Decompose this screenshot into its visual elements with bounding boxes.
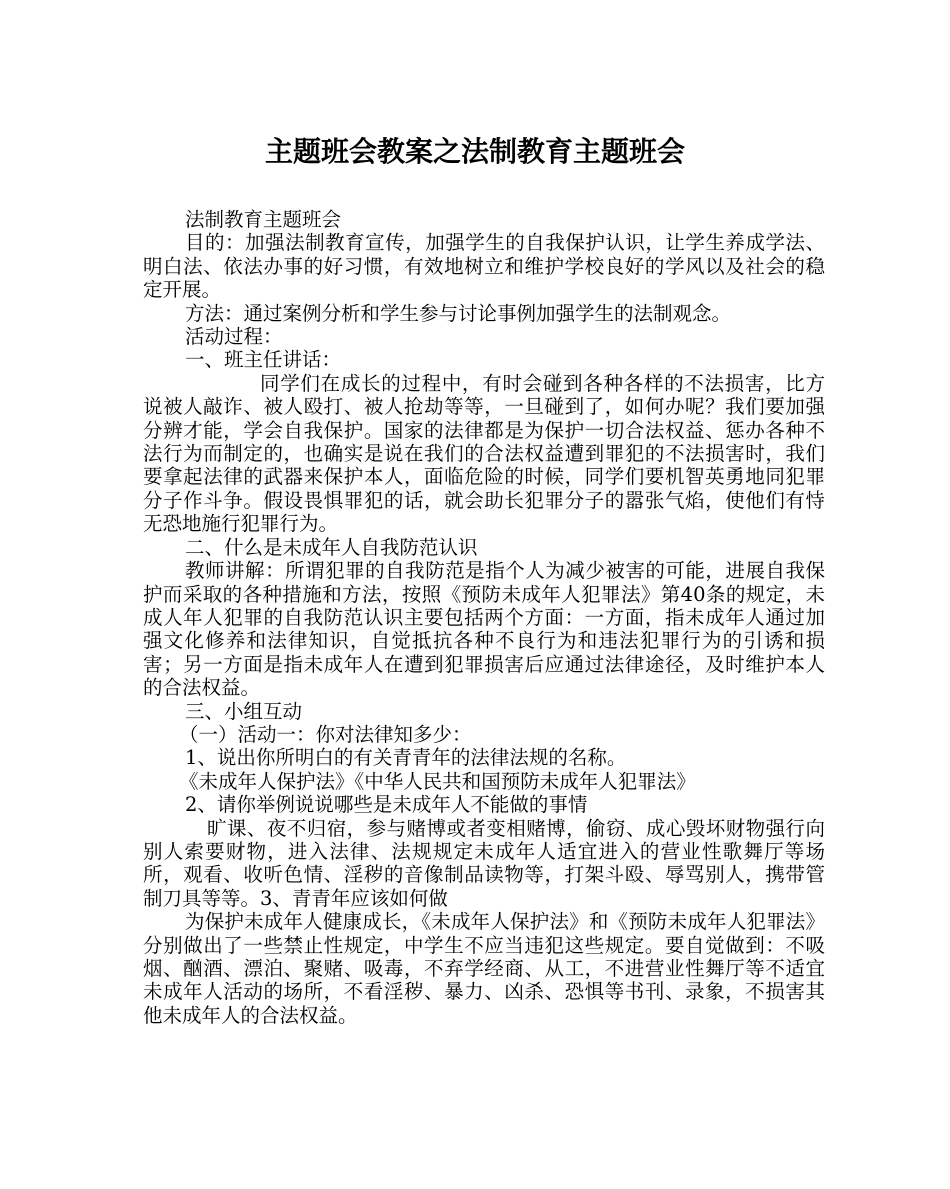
heading-activity-1: （一）活动一：你对法律知多少： <box>179 722 472 746</box>
heading-part-1: 一、班主任讲话： <box>185 348 342 372</box>
paragraph-explanation: 教师讲解：所谓犯罪的自我防范是指个人为减少被害的可能，进展自我保护而采取的各种措施和方法，按照《预防未成年人犯罪法》第40条的规定，未成人年人犯罪的自我防范认识主要包括两个方面：一方面，指未成年人通过加强文化修养和法律知识，自觉抵抗各种不良行为和违法犯罪行为的引诱和损害；另一方面是指未成年人在遭到犯罪损害后应通过法律途径，及时维护本人的合法权益。 <box>143 559 825 700</box>
section-heading: 法制教育主题班会 <box>185 208 342 231</box>
question-2: 2、请你举例说说哪些是未成年人不能做的事情 <box>185 793 588 817</box>
heading-part-2: 二、什么是未成年人自我防范认识 <box>185 535 478 559</box>
paragraph-method: 方法：通过案例分析和学生参与讨论事例加强学生的法制观念。 <box>185 301 732 325</box>
heading-part-3: 三、小组互动 <box>185 699 303 723</box>
paragraph-purpose: 目的：加强法制教育宣传，加强学生的自我保护认识，让学生养成学法、明白法、依法办事的好习惯，有效地树立和维护学校良好的学风以及社会的稳定开展。 <box>143 231 825 302</box>
answer-1: 《未成年人保护法》《中华人民共和国预防未成年人犯罪法》 <box>179 769 696 793</box>
document-title: 主题班会教案之法制教育主题班会 <box>264 135 685 168</box>
document-body <box>143 208 825 1027</box>
question-1: 1、说出你所明白的有关青青年的法律法规的名称。 <box>185 746 627 770</box>
paragraph-process: 活动过程： <box>185 325 283 349</box>
paragraph-teacher-talk: 同学们在成长的过程中，有时会碰到各种各样的不法损害，比方说被人敲诈、被人殴打、被人抢劫等等，一旦碰到了，如何办呢？我们要加强分辨才能，学会自我保护。国家的法律都是为保护一切合法权益、惩办各种不法行为而制定的，也确实是说在我们的合法权益遭到罪犯的不法损害时，我们要拿起法律的武器来保护本人，面临危险的时候，同学们要机智英勇地同犯罪分子作斗争。假设畏惧罪犯的话，就会助长犯罪分子的嚣张气焰，使他们有恃无恐地施行犯罪行为。 <box>143 371 825 536</box>
paragraph-guidance: 为保护未成年人健康成长，《未成年人保护法》和《预防未成年人犯罪法》分别做出了一些禁止性规定，中学生不应当违犯这些规定。要自觉做到：不吸烟、酗酒、漂泊、聚赌、吸毒，不弃学经商、从工，不进营业性舞厅等不适宜未成年人活动的场所，不看淫秽、暴力、凶杀、恐惧等书刊、录象，不损害其他未成年人的合法权益。 <box>143 910 825 1027</box>
answer-2: 旷课、夜不归宿，参与赌博或者变相赌博，偷窃、成心毁坏财物强行向别人索要财物，进入法律、法规规定未成年人适宜进入的营业性歌舞厅等场所，观看、收听色情、淫秽的音像制品读物等，打架斗殴、辱骂别人，携带管制刀具等等。3、青青年应该如何做 <box>143 816 825 910</box>
